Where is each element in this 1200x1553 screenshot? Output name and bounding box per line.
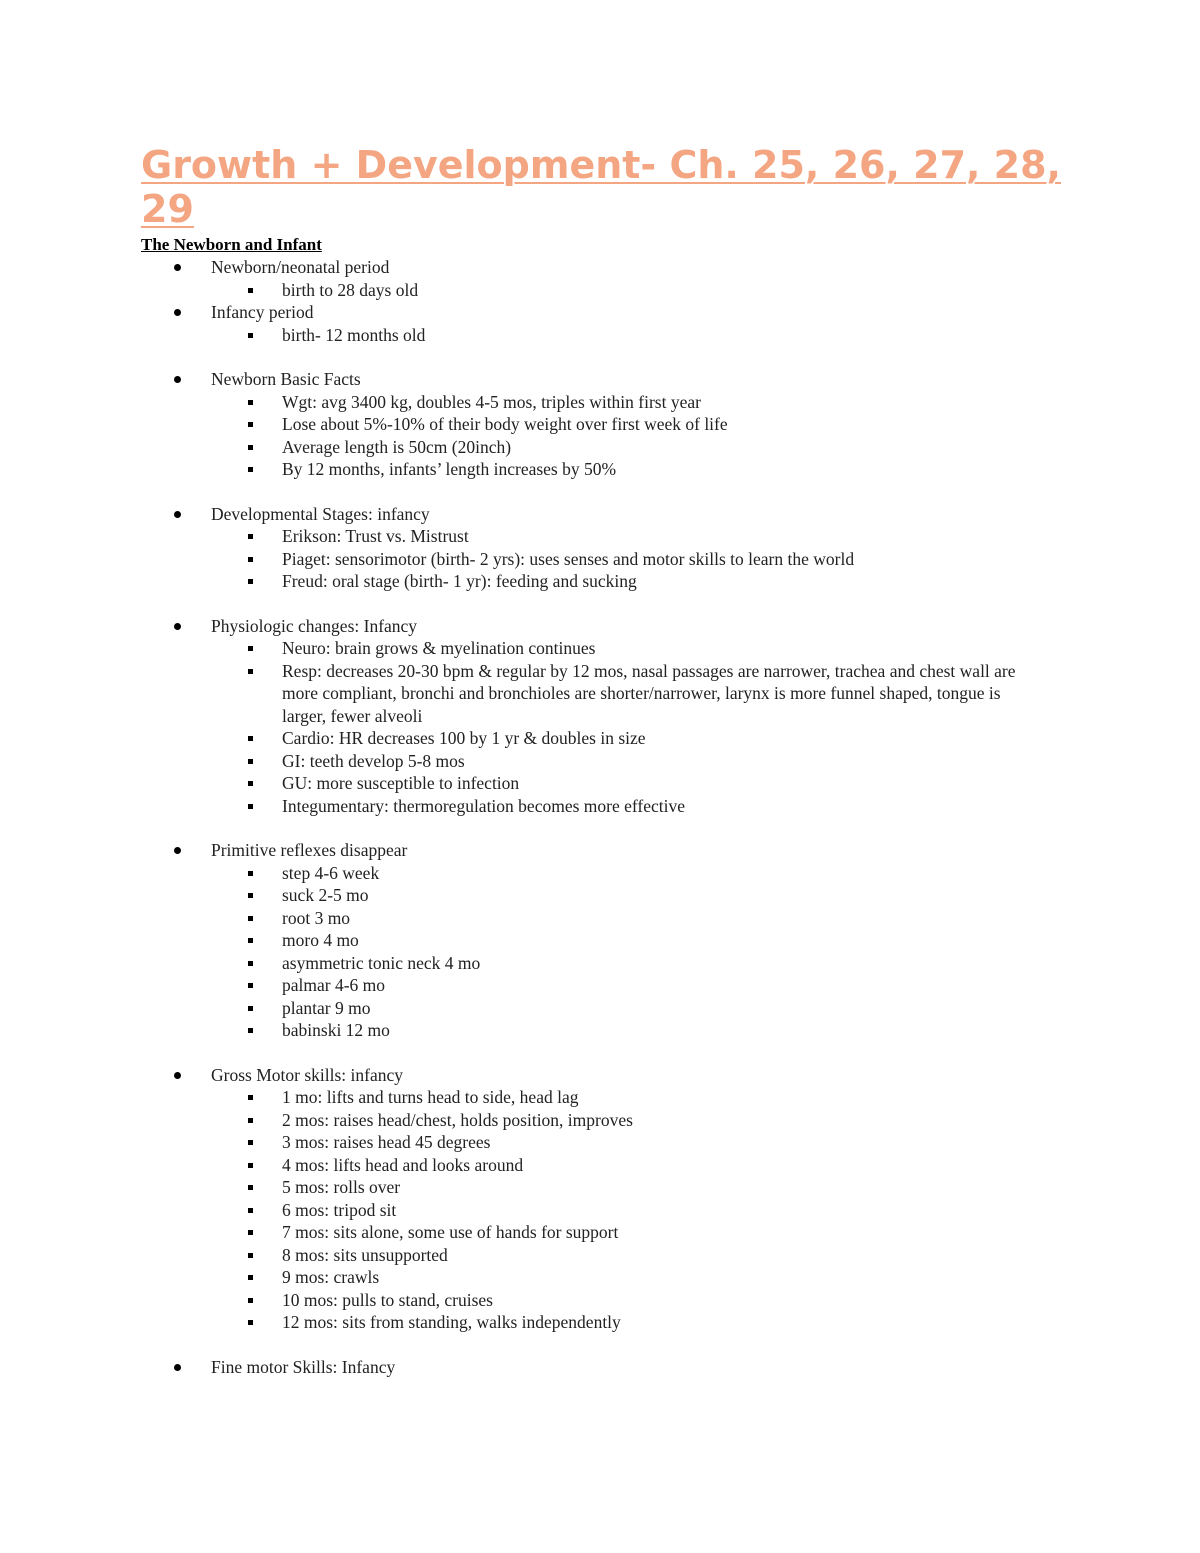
square-bullet-icon — [248, 1320, 253, 1325]
list-item-text: palmar 4-6 mo — [282, 975, 386, 995]
list-item-text: Neuro: brain grows & myelination continues — [282, 638, 596, 658]
sub-list — [0, 525, 1200, 593]
list-item-text: 3 mos: raises head 45 degrees — [282, 1132, 491, 1152]
square-bullet-icon — [248, 1185, 253, 1190]
list-item-text: 9 mos: crawls — [282, 1267, 380, 1287]
topic-label: Newborn Basic Facts — [211, 369, 361, 389]
list-item — [0, 907, 1200, 930]
square-bullet-icon — [248, 781, 253, 786]
topic-row — [0, 503, 1200, 526]
list-item — [0, 1131, 1200, 1154]
list-item-text: Freud: oral stage (birth- 1 yr): feeding and sucking — [282, 571, 637, 591]
list-item-text: Wgt: avg 3400 kg, doubles 4-5 mos, triples within first year — [282, 391, 701, 412]
list-item-text: birth to 28 days old — [282, 279, 419, 300]
section-heading: The Newborn and Infant — [141, 235, 322, 254]
list-item-text: Lose about 5%-10% of their body weight over first week of life — [282, 414, 728, 434]
outline-topic — [0, 503, 1200, 593]
list-item — [0, 727, 1200, 750]
square-bullet-icon — [248, 1253, 253, 1258]
list-item — [0, 1311, 1200, 1334]
square-bullet-icon — [248, 1275, 253, 1280]
list-item — [0, 1266, 1200, 1289]
list-item-text: By 12 months, infants’ length increases by 50% — [282, 459, 617, 479]
list-item-text: Integumentary: thermoregulation becomes more effective — [282, 795, 685, 816]
square-bullet-icon — [248, 422, 253, 427]
list-item-text: birth- 12 months old — [282, 324, 426, 345]
list-item — [0, 413, 1200, 436]
square-bullet-icon — [248, 1230, 253, 1235]
list-item — [0, 929, 1200, 952]
blank-line — [0, 817, 1200, 839]
square-bullet-icon — [248, 1140, 253, 1145]
blank-line — [0, 1334, 1200, 1356]
square-bullet-icon — [248, 1208, 253, 1213]
list-item-text: 7 mos: sits alone, some use of hands for support — [282, 1222, 619, 1242]
list-item — [0, 952, 1200, 975]
square-bullet-icon — [248, 983, 253, 988]
square-bullet-icon — [248, 736, 253, 741]
sub-list — [0, 391, 1200, 481]
sub-list — [0, 637, 1200, 817]
topic-row — [0, 1356, 1200, 1379]
list-item-text: Erikson: Trust vs. Mistrust — [282, 526, 469, 546]
topic-label: Infancy period — [211, 302, 314, 322]
list-item — [0, 570, 1200, 593]
topic-label: Fine motor Skills: Infancy — [211, 1356, 396, 1377]
list-item-text: 8 mos: sits unsupported — [282, 1244, 448, 1265]
topic-row — [0, 368, 1200, 391]
round-bullet-icon — [174, 511, 181, 518]
list-item-text: asymmetric tonic neck 4 mo — [282, 952, 481, 973]
square-bullet-icon — [248, 579, 253, 584]
list-item — [0, 1199, 1200, 1222]
list-item-text: 4 mos: lifts head and looks around — [282, 1154, 524, 1175]
list-item-text: suck 2-5 mo — [282, 885, 369, 905]
blank-line — [0, 1042, 1200, 1064]
blank-line — [0, 593, 1200, 615]
list-item — [0, 1109, 1200, 1132]
list-item-text: moro 4 mo — [282, 930, 359, 950]
round-bullet-icon — [174, 1072, 181, 1079]
list-item — [0, 1086, 1200, 1109]
blank-line — [0, 481, 1200, 503]
round-bullet-icon — [174, 309, 181, 316]
list-item — [0, 862, 1200, 885]
square-bullet-icon — [248, 557, 253, 562]
list-item-text: step 4-6 week — [282, 862, 380, 883]
square-bullet-icon — [248, 445, 253, 450]
list-item — [0, 1154, 1200, 1177]
topic-row — [0, 301, 1200, 324]
list-item — [0, 637, 1200, 660]
list-item-text: 10 mos: pulls to stand, cruises — [282, 1289, 493, 1310]
outline-topic — [0, 301, 1200, 346]
sub-list — [0, 324, 1200, 347]
outline-topic — [0, 839, 1200, 1042]
square-bullet-icon — [248, 961, 253, 966]
list-item-text: Average length is 50cm (20inch) — [282, 436, 512, 457]
outline-topic — [0, 368, 1200, 481]
square-bullet-icon — [248, 1298, 253, 1303]
list-item-text: GU: more susceptible to infection — [282, 773, 520, 793]
list-item — [0, 436, 1200, 459]
list-item-text: root 3 mo — [282, 907, 351, 928]
topic-label: Primitive reflexes disappear — [211, 840, 408, 860]
list-item — [0, 1176, 1200, 1199]
square-bullet-icon — [248, 759, 253, 764]
topic-row — [0, 839, 1200, 862]
round-bullet-icon — [174, 1364, 181, 1371]
topic-row — [0, 256, 1200, 279]
round-bullet-icon — [174, 847, 181, 854]
outline-list — [0, 256, 1200, 1378]
list-item — [0, 795, 1200, 818]
square-bullet-icon — [248, 938, 253, 943]
list-item — [0, 324, 1200, 347]
outline-topic — [0, 615, 1200, 818]
square-bullet-icon — [248, 1163, 253, 1168]
list-item — [0, 391, 1200, 414]
square-bullet-icon — [248, 1028, 253, 1033]
list-item — [0, 997, 1200, 1020]
square-bullet-icon — [248, 1095, 253, 1100]
square-bullet-icon — [248, 467, 253, 472]
list-item — [0, 1221, 1200, 1244]
topic-row — [0, 1064, 1200, 1087]
topic-label: Developmental Stages: infancy — [211, 503, 430, 524]
sub-list — [0, 1086, 1200, 1334]
square-bullet-icon — [248, 534, 253, 539]
list-item — [0, 1244, 1200, 1267]
square-bullet-icon — [248, 893, 253, 898]
document-title: Growth + Development- Ch. 25, 26, 27, 28, 29 — [141, 143, 1061, 231]
list-item — [0, 750, 1200, 773]
list-item-text: 5 mos: rolls over — [282, 1177, 401, 1197]
square-bullet-icon — [248, 871, 253, 876]
list-item — [0, 884, 1200, 907]
round-bullet-icon — [174, 264, 181, 271]
list-item — [0, 772, 1200, 795]
topic-label: Newborn/neonatal period — [211, 257, 390, 277]
list-item-text: Cardio: HR decreases 100 by 1 yr & doubles in size — [282, 728, 646, 748]
list-item — [0, 660, 1200, 728]
square-bullet-icon — [248, 669, 253, 674]
list-item — [0, 974, 1200, 997]
sub-list — [0, 862, 1200, 1042]
list-item-text: Piaget: sensorimotor (birth- 2 yrs): uses senses and motor skills to learn the world — [282, 548, 855, 569]
outline-topic — [0, 1064, 1200, 1334]
list-item — [0, 458, 1200, 481]
topic-row — [0, 615, 1200, 638]
square-bullet-icon — [248, 1118, 253, 1123]
list-item — [0, 525, 1200, 548]
square-bullet-icon — [248, 646, 253, 651]
round-bullet-icon — [174, 376, 181, 383]
square-bullet-icon — [248, 804, 253, 809]
list-item — [0, 548, 1200, 571]
blank-line — [0, 346, 1200, 368]
topic-label: Physiologic changes: Infancy — [211, 615, 418, 636]
square-bullet-icon — [248, 288, 253, 293]
list-item-text: 1 mo: lifts and turns head to side, head lag — [282, 1087, 579, 1107]
outline-topic — [0, 1356, 1200, 1379]
list-item-text: Resp: decreases 20-30 bpm & regular by 12 mos, nasal passages are narrower, trachea and chest wall are more compliant, bronchi and bronchioles are shorter/narrower, larynx is more funnel shaped, tongue is larger, fewer alveoli — [282, 660, 1016, 726]
list-item — [0, 1019, 1200, 1042]
round-bullet-icon — [174, 623, 181, 630]
square-bullet-icon — [248, 333, 253, 338]
list-item-text: 12 mos: sits from standing, walks independently — [282, 1312, 621, 1332]
list-item-text: 2 mos: raises head/chest, holds position, improves — [282, 1109, 633, 1130]
list-item — [0, 1289, 1200, 1312]
list-item-text: babinski 12 mo — [282, 1020, 390, 1040]
list-item-text: 6 mos: tripod sit — [282, 1199, 397, 1220]
square-bullet-icon — [248, 1006, 253, 1011]
topic-label: Gross Motor skills: infancy — [211, 1064, 404, 1085]
list-item-text: plantar 9 mo — [282, 997, 371, 1018]
list-item-text: GI: teeth develop 5-8 mos — [282, 750, 465, 771]
outline-topic — [0, 256, 1200, 301]
sub-list — [0, 279, 1200, 302]
list-item — [0, 279, 1200, 302]
square-bullet-icon — [248, 916, 253, 921]
square-bullet-icon — [248, 400, 253, 405]
